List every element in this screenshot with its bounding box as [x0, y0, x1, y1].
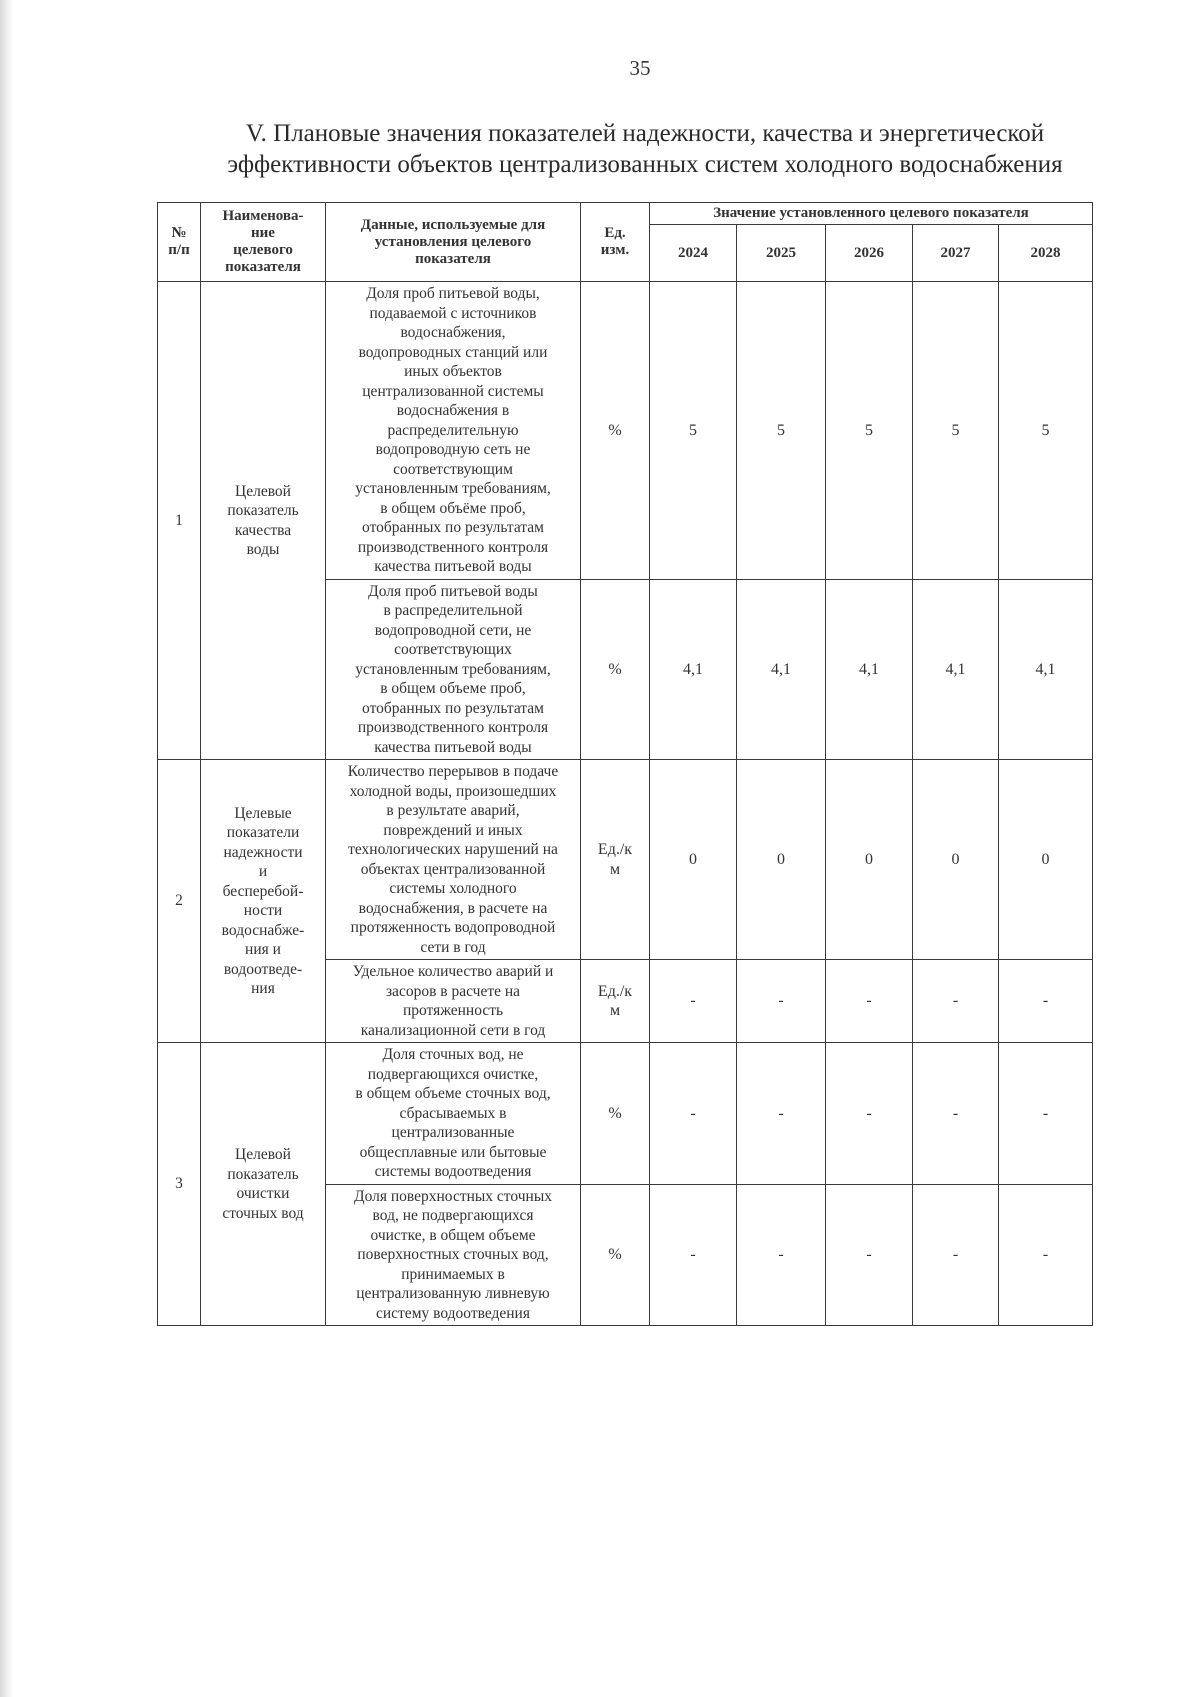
table-row — [158, 282, 1093, 580]
row-data-description: Доля проб питьевой воды в распределительной водопроводной сети, не соответствующих установленным требованиям, в общем объеме проб, отобранных по результатам производственного контроля качества питьевой воды — [326, 579, 581, 760]
header-year: 2028 — [999, 225, 1093, 282]
header-year: 2026 — [826, 225, 913, 282]
header-data: Данные, используемые для установления целевого показателя — [326, 203, 581, 282]
row-value: - — [913, 1043, 999, 1185]
row-value: - — [999, 960, 1093, 1043]
row-value: - — [650, 1043, 737, 1185]
row-value: - — [826, 1184, 913, 1326]
row-value: 4,1 — [737, 579, 826, 760]
row-unit: Ед./к м — [581, 960, 650, 1043]
row-value: 4,1 — [999, 579, 1093, 760]
row-data-description: Доля сточных вод, не подвергающихся очистке, в общем объеме сточных вод, сбрасываемых в централизованные общесплавные или бытовые системы водоотведения — [326, 1043, 581, 1185]
row-indicator-name: Целевые показатели надежности и бесперебой- ности водоснабже- ния и водоотведе- ния — [201, 760, 326, 1043]
row-data-description: Доля проб питьевой воды, подаваемой с источников водоснабжения, водопроводных станций или иных объектов централизованной системы водоснабжения в распределительную водопроводную сеть не соответствующим установленным требованиям, в общем объёме проб, отобранных по результатам производственного контроля качества питьевой воды — [326, 282, 581, 580]
row-num: 2 — [158, 760, 201, 1043]
row-value: - — [737, 1184, 826, 1326]
row-value: - — [650, 960, 737, 1043]
header-target-value: Значение установленного целевого показателя — [650, 203, 1093, 225]
row-value: 0 — [737, 760, 826, 960]
row-value: 4,1 — [826, 579, 913, 760]
row-value: 0 — [999, 760, 1093, 960]
row-value: 0 — [826, 760, 913, 960]
row-value: - — [650, 1184, 737, 1326]
table-row — [158, 1043, 1093, 1185]
row-unit: Ед./к м — [581, 760, 650, 960]
header-name: Наименова- ние целевого показателя — [201, 203, 326, 282]
page-title-line-1: V. Плановые значения показателей надежности, качества и энергетической — [245, 120, 1045, 147]
row-indicator-name: Целевой показатель очистки сточных вод — [201, 1043, 326, 1326]
row-value: 0 — [650, 760, 737, 960]
row-unit: % — [581, 579, 650, 760]
row-data-description: Количество перерывов в подаче холодной воды, произошедших в результате аварий, повреждений и иных технологических нарушений на объектах централизованной системы холодного водоснабжения, в расчете на протяженность водопроводной сети в год — [326, 760, 581, 960]
page-title — [150, 118, 1140, 180]
header-row — [158, 203, 1093, 225]
row-value: 5 — [650, 282, 737, 580]
row-data-description: Удельное количество аварий и засоров в расчете на протяженность канализационной сети в год — [326, 960, 581, 1043]
row-value: - — [999, 1043, 1093, 1185]
row-value: - — [913, 960, 999, 1043]
page-title-line-2: эффективности объектов централизованных систем холодного водоснабжения — [227, 151, 1063, 178]
header-year: 2024 — [650, 225, 737, 282]
row-value: - — [999, 1184, 1093, 1326]
row-value: - — [826, 1043, 913, 1185]
page-number: 35 — [629, 56, 651, 80]
scan-edge — [0, 0, 14, 1697]
row-data-description: Доля поверхностных сточных вод, не подвергающихся очистке, в общем объеме поверхностных сточных вод, принимаемых в централизованную ливневую систему водоотведения — [326, 1184, 581, 1326]
row-value: - — [737, 1043, 826, 1185]
row-unit: % — [581, 1043, 650, 1185]
row-indicator-name: Целевой показатель качества воды — [201, 282, 326, 760]
row-value: 4,1 — [650, 579, 737, 760]
row-value: - — [826, 960, 913, 1043]
row-value: 0 — [913, 760, 999, 960]
header-year: 2025 — [737, 225, 826, 282]
row-num: 1 — [158, 282, 201, 760]
row-value: - — [737, 960, 826, 1043]
row-value: 5 — [999, 282, 1093, 580]
row-value: 5 — [913, 282, 999, 580]
row-value: - — [913, 1184, 999, 1326]
row-value: 5 — [826, 282, 913, 580]
row-unit: % — [581, 282, 650, 580]
row-unit: % — [581, 1184, 650, 1326]
row-value: 5 — [737, 282, 826, 580]
row-value: 4,1 — [913, 579, 999, 760]
indicators-table — [157, 202, 1093, 1326]
header-unit: Ед. изм. — [581, 203, 650, 282]
table-row — [158, 760, 1093, 960]
row-num: 3 — [158, 1043, 201, 1326]
header-num: № п/п — [158, 203, 201, 282]
header-year: 2027 — [913, 225, 999, 282]
